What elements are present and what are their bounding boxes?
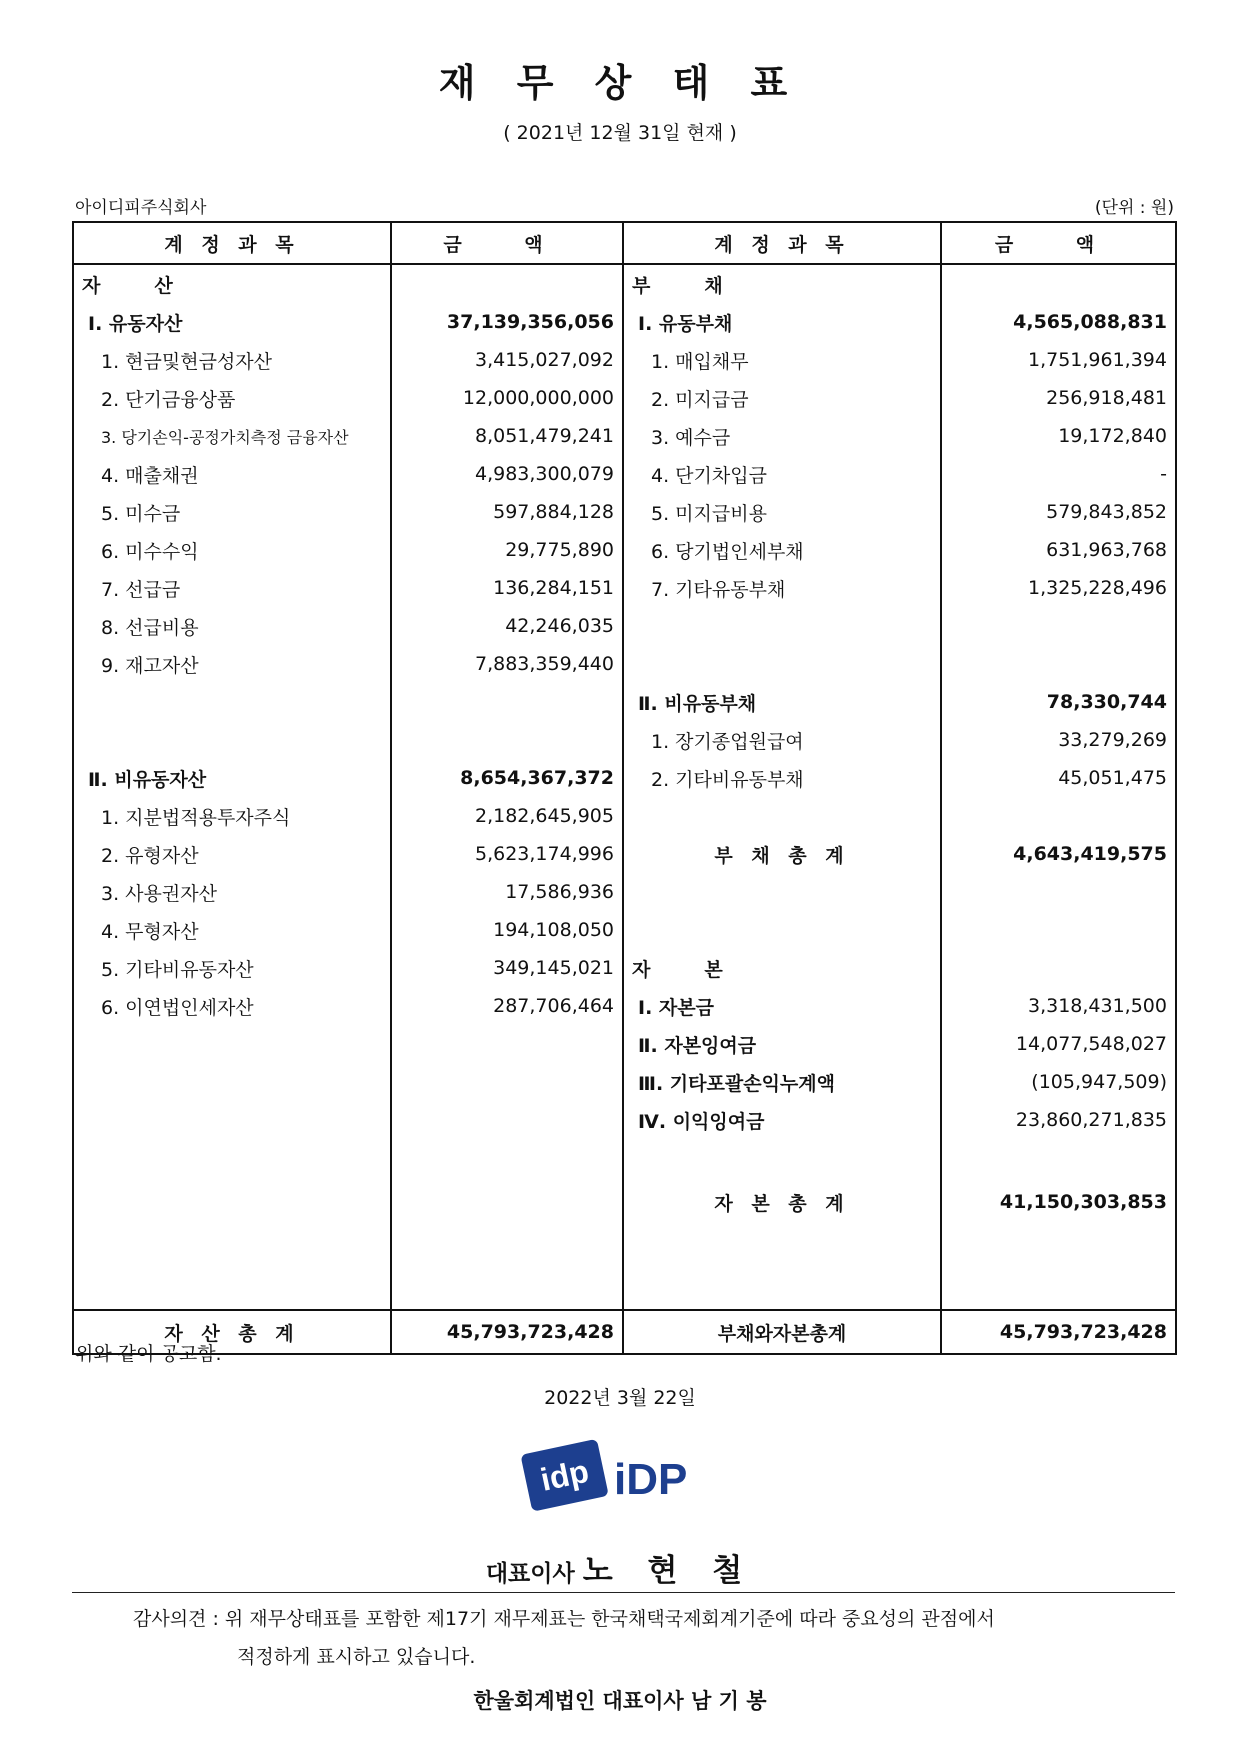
table-row xyxy=(73,493,1176,531)
asset-item-label: 6. 이연법인세자산 xyxy=(73,987,391,1025)
table-row xyxy=(73,417,1176,455)
assets-total-amount: 45,793,723,428 xyxy=(391,1310,623,1354)
asset-item-label: 4. 매출채권 xyxy=(73,455,391,493)
liabilities-total-label: 부 채 총 계 xyxy=(623,835,941,873)
asset-item-amount: 194,108,050 xyxy=(391,911,623,949)
liability-item-amount: 631,963,768 xyxy=(941,531,1176,569)
equity-item-amount: (105,947,509) xyxy=(941,1063,1176,1101)
divider xyxy=(72,1592,1175,1593)
liability-item-label: 2. 기타비유동부채 xyxy=(623,759,941,797)
asset-item-label: 4. 무형자산 xyxy=(73,911,391,949)
assets-section-label: 자 산 xyxy=(73,264,391,303)
liability-item-amount: 19,172,840 xyxy=(941,417,1176,455)
table-row xyxy=(73,455,1176,493)
liability-item-label: 7. 기타유동부채 xyxy=(623,569,941,607)
table-row xyxy=(73,1063,1176,1101)
asset-item-amount: 349,145,021 xyxy=(391,949,623,987)
header-account-right: 계 정 과 목 xyxy=(623,222,941,264)
liability-item-amount: 256,918,481 xyxy=(941,379,1176,417)
assets-total-label: 자 산 총 계 xyxy=(73,1310,391,1354)
asset-item-amount: 7,883,359,440 xyxy=(391,645,623,683)
notice-date: 2022년 3월 22일 xyxy=(544,1387,696,1409)
noncurrent-assets-amount: 8,654,367,372 xyxy=(391,759,623,797)
company-name: 아이디피주식회사 xyxy=(75,198,207,218)
current-liabilities-label: Ⅰ. 유동부채 xyxy=(623,303,941,341)
balance-sheet-table xyxy=(72,221,1177,1355)
public-notice-text: 위와 같이 공고함. xyxy=(75,1343,222,1365)
asset-item-label: 1. 지분법적용투자주식 xyxy=(73,797,391,835)
table-row xyxy=(73,721,1176,759)
totals-row xyxy=(73,1310,1176,1354)
equity-item-label: Ⅱ. 자본잉여금 xyxy=(623,1025,941,1063)
asset-item-amount: 287,706,464 xyxy=(391,987,623,1025)
liab-equity-total-amount: 45,793,723,428 xyxy=(941,1310,1176,1354)
liability-item-label: 3. 예수금 xyxy=(623,417,941,455)
table-row xyxy=(73,531,1176,569)
asset-item-amount: 2,182,645,905 xyxy=(391,797,623,835)
liability-item-label: 4. 단기차입금 xyxy=(623,455,941,493)
table-row xyxy=(73,1025,1176,1063)
liability-item-amount: 579,843,852 xyxy=(941,493,1176,531)
equity-item-label: Ⅳ. 이익잉여금 xyxy=(623,1101,941,1139)
liability-item-amount: 1,325,228,496 xyxy=(941,569,1176,607)
table-row xyxy=(73,759,1176,797)
header-amount-right: 금 액 xyxy=(941,222,1176,264)
table-row xyxy=(73,683,1176,721)
asset-item-amount: 17,586,936 xyxy=(391,873,623,911)
asset-item-amount: 42,246,035 xyxy=(391,607,623,645)
auditor-name: 한울회계법인 대표이사 남 기 봉 xyxy=(473,1689,767,1713)
report-date: ( 2021년 12월 31일 현재 ) xyxy=(503,122,737,144)
asset-item-amount: 29,775,890 xyxy=(391,531,623,569)
equity-item-label: Ⅲ. 기타포괄손익누계액 xyxy=(623,1063,941,1101)
asset-item-amount: 8,051,479,241 xyxy=(391,417,623,455)
header-amount-left: 금 액 xyxy=(391,222,623,264)
asset-item-label: 1. 현금및현금성자산 xyxy=(73,341,391,379)
asset-item-amount: 597,884,128 xyxy=(391,493,623,531)
equity-total-label: 자 본 총 계 xyxy=(623,1183,941,1221)
asset-item-amount: 3,415,027,092 xyxy=(391,341,623,379)
audit-opinion-line2: 적정하게 표시하고 있습니다. xyxy=(237,1646,476,1668)
table-row xyxy=(73,569,1176,607)
table-row xyxy=(73,645,1176,683)
ceo-name: 노 현 철 xyxy=(582,1553,755,1589)
table-row xyxy=(73,873,1176,911)
asset-item-label: 9. 재고자산 xyxy=(73,645,391,683)
liability-item-label: 6. 당기법인세부채 xyxy=(623,531,941,569)
equity-section-label: 자 본 xyxy=(623,949,941,987)
noncurrent-assets-label: Ⅱ. 비유동자산 xyxy=(73,759,391,797)
table-row xyxy=(73,797,1176,835)
asset-item-label: 2. 단기금융상품 xyxy=(73,379,391,417)
liability-item-amount: 33,279,269 xyxy=(941,721,1176,759)
current-assets-amount: 37,139,356,056 xyxy=(391,303,623,341)
asset-item-label: 3. 당기손익-공정가치측정 금융자산 xyxy=(73,417,391,455)
noncurrent-liabilities-amount: 78,330,744 xyxy=(941,683,1176,721)
table-row xyxy=(73,1101,1176,1139)
asset-item-label: 5. 미수금 xyxy=(73,493,391,531)
liability-item-label: 5. 미지급비용 xyxy=(623,493,941,531)
asset-item-label: 6. 미수수익 xyxy=(73,531,391,569)
noncurrent-liabilities-label: Ⅱ. 비유동부채 xyxy=(623,683,941,721)
liability-item-label: 1. 매입채무 xyxy=(623,341,941,379)
asset-item-label: 5. 기타비유동자산 xyxy=(73,949,391,987)
equity-item-label: Ⅰ. 자본금 xyxy=(623,987,941,1025)
header-row xyxy=(73,222,1176,264)
asset-item-amount: 5,623,174,996 xyxy=(391,835,623,873)
table-row xyxy=(73,264,1176,303)
idp-logo xyxy=(518,1432,728,1522)
liabilities-section-label: 부 채 xyxy=(623,264,941,303)
liability-item-amount: - xyxy=(941,455,1176,493)
liability-item-label: 1. 장기종업원급여 xyxy=(623,721,941,759)
table-row xyxy=(73,949,1176,987)
equity-item-amount: 3,318,431,500 xyxy=(941,987,1176,1025)
equity-total-amount: 41,150,303,853 xyxy=(941,1183,1176,1221)
ceo-title: 대표이사 xyxy=(485,1561,575,1587)
liability-item-amount: 45,051,475 xyxy=(941,759,1176,797)
svg-text:iDP: iDP xyxy=(614,1455,688,1504)
table-row xyxy=(73,835,1176,873)
equity-item-amount: 23,860,271,835 xyxy=(941,1101,1176,1139)
document-title: 재 무 상 태 표 xyxy=(438,61,802,105)
svg-text:idp: idp xyxy=(537,1452,592,1498)
asset-item-label: 8. 선급비용 xyxy=(73,607,391,645)
unit-label: (단위 : 원) xyxy=(1094,198,1174,218)
table-row xyxy=(73,911,1176,949)
asset-item-amount: 136,284,151 xyxy=(391,569,623,607)
liability-item-label: 2. 미지급금 xyxy=(623,379,941,417)
table-row xyxy=(73,607,1176,645)
table-row xyxy=(73,987,1176,1025)
liability-item-amount: 1,751,961,394 xyxy=(941,341,1176,379)
header-account-left: 계 정 과 목 xyxy=(73,222,391,264)
asset-item-label: 3. 사용권자산 xyxy=(73,873,391,911)
equity-item-amount: 14,077,548,027 xyxy=(941,1025,1176,1063)
asset-item-label: 2. 유형자산 xyxy=(73,835,391,873)
liabilities-total-amount: 4,643,419,575 xyxy=(941,835,1176,873)
liab-equity-total-label: 부채와자본총계 xyxy=(623,1310,941,1354)
table-row xyxy=(73,1183,1176,1221)
table-row xyxy=(73,303,1176,341)
table-row xyxy=(73,379,1176,417)
asset-item-amount: 12,000,000,000 xyxy=(391,379,623,417)
table-row xyxy=(73,341,1176,379)
current-liabilities-amount: 4,565,088,831 xyxy=(941,303,1176,341)
audit-opinion-line1: 감사의견 : 위 재무상태표를 포함한 제17기 재무제표는 한국채택국제회계기준에 따라 중요성의 관점에서 xyxy=(133,1608,995,1630)
asset-item-label: 7. 선급금 xyxy=(73,569,391,607)
current-assets-label: Ⅰ. 유동자산 xyxy=(73,303,391,341)
ceo-signature xyxy=(0,1545,1240,1590)
asset-item-amount: 4,983,300,079 xyxy=(391,455,623,493)
